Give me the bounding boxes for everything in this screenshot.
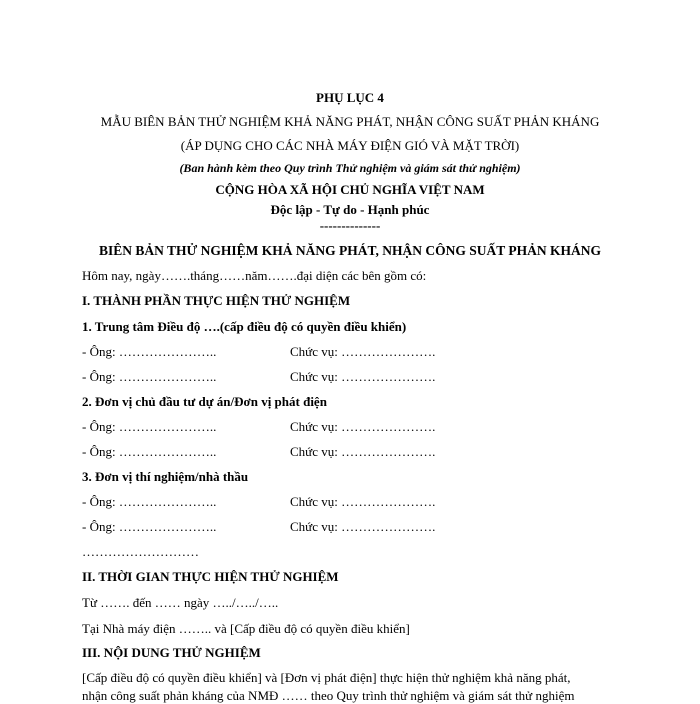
group1-person-1: - Ông: ………………….. (82, 344, 217, 359)
test-location: Tại Nhà máy điện …….. và [Cấp điều độ có quyền điều khiển] (82, 621, 410, 636)
content-line-2: nhận công suất phản kháng của NMĐ …… theo Quy trình thử nghiệm và giám sát thử nghiệm (82, 688, 575, 703)
group3-title: 3. Đơn vị thí nghiệm/nhà thầu (82, 469, 249, 484)
document-title: BIÊN BẢN THỬ NGHIỆM KHẢ NĂNG PHÁT, NHẬN CÔNG SUẤT PHẢN KHÁNG (98, 243, 602, 258)
intro-line: Hôm nay, ngày…….tháng……năm…….đại diện các bên gồm có: (82, 268, 427, 283)
group3-person-1: - Ông: ………………….. (82, 494, 217, 509)
group2-position-1: Chức vụ: …………………. (290, 419, 436, 434)
section2-heading: II. THỜI GIAN THỰC HIỆN THỬ NGHIỆM (82, 569, 339, 584)
group1-person-2: - Ông: ………………….. (82, 369, 217, 384)
content-line-1: [Cấp điều độ có quyền điều khiển] và [Đơn vị phát điện] thực hiện thử nghiệm khả năng phát, (82, 670, 571, 685)
nation-name: CỘNG HÒA XÃ HỘI CHỦ NGHĨA VIỆT NAM (215, 182, 485, 197)
group3-position-2: Chức vụ: …………………. (290, 519, 436, 534)
motto-separator: -------------- (319, 218, 381, 233)
appendix-label: PHỤ LỤC 4 (316, 90, 384, 105)
group3-position-1: Chức vụ: …………………. (290, 494, 436, 509)
group2-person-2: - Ông: ………………….. (82, 444, 217, 459)
form-title: MẪU BIÊN BẢN THỬ NGHIỆM KHẢ NĂNG PHÁT, NHẬN CÔNG SUẤT PHẢN KHÁNG (100, 114, 600, 129)
group3-person-2: - Ông: ………………….. (82, 519, 217, 534)
group1-title: 1. Trung tâm Điều độ ….(cấp điều độ có quyền điều khiển) (82, 319, 407, 334)
test-time: Từ ……. đến …… ngày …../…../….. (82, 595, 279, 610)
group1-position-2: Chức vụ: …………………. (290, 369, 436, 384)
group2-position-2: Chức vụ: …………………. (290, 444, 436, 459)
issued-by-note: (Ban hành kèm theo Quy trình Thử nghiệm và giám sát thử nghiệm) (179, 161, 521, 175)
group2-person-1: - Ông: ………………….. (82, 419, 217, 434)
section1-heading: I. THÀNH PHẦN THỰC HIỆN THỬ NGHIỆM (82, 293, 351, 308)
national-motto: Độc lập - Tự do - Hạnh phúc (270, 202, 430, 217)
group2-title: 2. Đơn vị chủ đầu tư dự án/Đơn vị phát điện (82, 394, 327, 409)
section1-extra-dots: ……………………… (82, 544, 199, 559)
group1-position-1: Chức vụ: …………………. (290, 344, 436, 359)
scope-note: (ÁP DỤNG CHO CÁC NHÀ MÁY ĐIỆN GIÓ VÀ MẶT TRỜI) (180, 138, 520, 153)
section3-heading: III. NỘI DUNG THỬ NGHIỆM (82, 645, 261, 660)
